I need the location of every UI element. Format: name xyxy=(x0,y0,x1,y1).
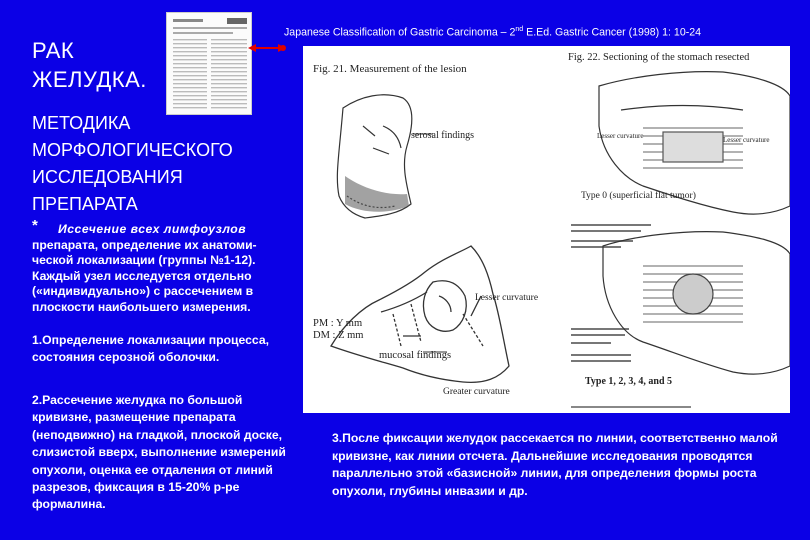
citation-tail: E.Ed. Gastric Cancer (1998) 1: 10-24 xyxy=(523,26,702,39)
citation xyxy=(284,26,701,39)
paragraph-1: 1.Определение локализации процесса, состояния серозной оболочки. xyxy=(32,333,270,364)
fig22-title: Fig. 22. Sectioning of the stomach resected xyxy=(568,52,750,63)
bullet-marker: * xyxy=(32,217,38,234)
fig21-title: Fig. 21. Measurement of the lesion xyxy=(313,63,467,75)
fig22-lower-drawing xyxy=(603,232,790,374)
citation-sup: nd xyxy=(515,26,524,33)
label-serosal: serosal findings xyxy=(411,130,475,141)
figure-panel xyxy=(303,46,790,413)
subtitle-line-3: ИССЛЕДОВАНИЯ xyxy=(32,167,183,187)
title-line-1: РАК xyxy=(32,38,75,63)
bullet-paragraph xyxy=(32,217,294,316)
bullet-first-line: Иссечение всех лимфоузлов xyxy=(58,222,247,236)
subtitle-line-1: МЕТОДИКА xyxy=(32,113,131,133)
subtitle-line-4: ПРЕПАРАТА xyxy=(32,194,138,214)
title-line-2: ЖЕЛУДКА. xyxy=(32,67,147,92)
label-greater-curvature: Greater curvature xyxy=(443,387,510,397)
label-mucosal: mucosal findings xyxy=(379,350,452,361)
label-lesser-curvature: Lesser curvature xyxy=(475,293,539,303)
red-arrow-icon xyxy=(246,38,288,58)
label-type1: Type 1, 2, 3, 4, and 5 xyxy=(585,376,673,387)
journal-page-thumbnail xyxy=(166,12,252,115)
citation-main: Japanese Classification of Gastric Carcinoma – 2 xyxy=(284,26,516,39)
label-type0: Type 0 (superficial flat tumor) xyxy=(581,191,696,201)
slide-subtitle xyxy=(32,110,233,218)
bullet-rest: препарата, определение их анатоми-ческой локализации (группы №1-12). Каждый узел исследуется отдельно («индивидуально») с рассечением в плоскости наибольшего измерения. xyxy=(32,237,257,314)
label-pm: PM : Y mm xyxy=(313,318,363,329)
slide-title xyxy=(32,36,147,94)
mucosal-stomach-drawing xyxy=(331,246,509,382)
subtitle-line-2: МОРФОЛОГИЧЕСКОГО xyxy=(32,140,233,160)
label-dm: DM : Z mm xyxy=(313,330,364,341)
paragraph-2: 2.Рассечение желудка по большой кривизне, размещение препарата (неподвижно) на гладкой, плоской доске, слизистой вверх, выполнение измерений опухоли, оценка ее отдаления от линий разрезов, фиксация в 15-20% р-ре формалина. xyxy=(32,393,286,512)
paragraph-3: 3.После фиксации желудок рассекается по линии, соответственно малой кривизне, как линии отсчета. Дальнейшие исследования проводятся параллельно этой «базисной» линии, для определения формы роста опухоли, глубины инвазии и др. xyxy=(332,431,778,498)
label-lesser-curv-left: Lesser curvature xyxy=(597,132,644,140)
label-lesser-curv-right: Lesser curvature xyxy=(723,136,770,144)
